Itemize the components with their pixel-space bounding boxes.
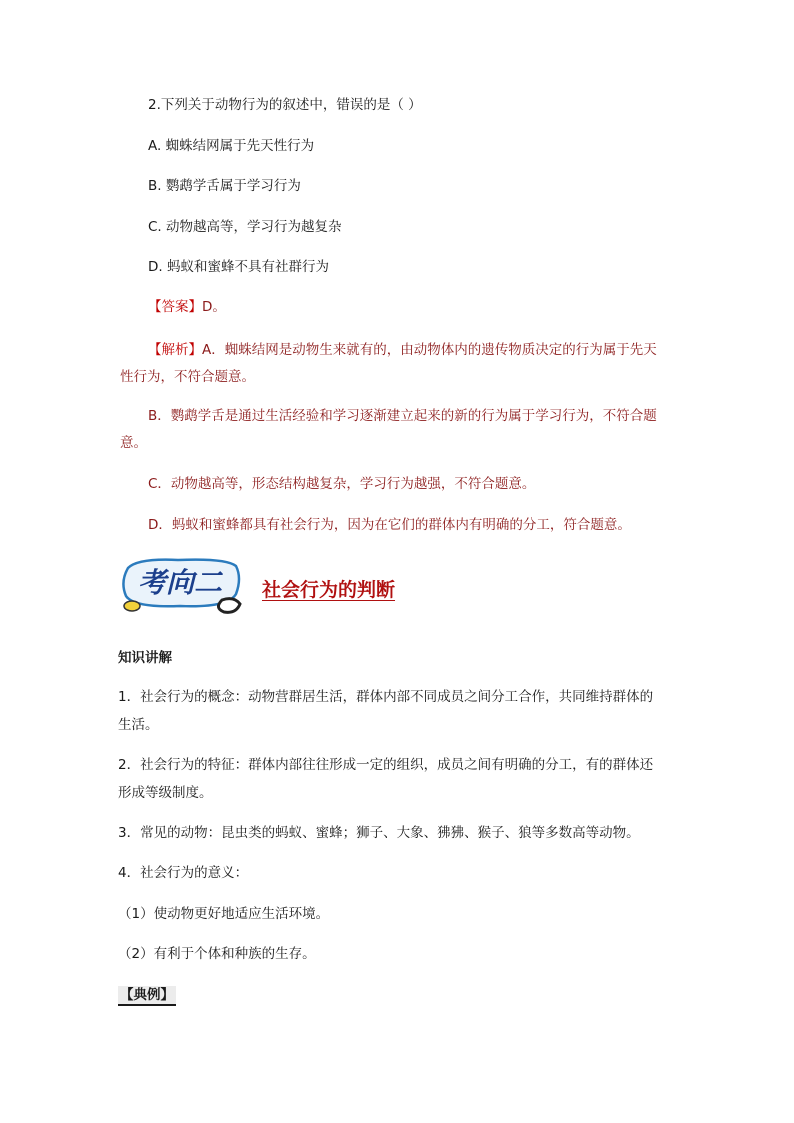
section-badge bbox=[118, 556, 244, 618]
analysis-a-text: A．蜘蛛结网是动物生来就有的，由动物体内的遗传物质决定的行为属于先天 bbox=[202, 342, 657, 358]
answer-value: D。 bbox=[202, 299, 226, 315]
knowledge-p2-line2: 形成等级制度。 bbox=[118, 785, 213, 801]
answer-tag: 【答案】 bbox=[148, 299, 202, 315]
knowledge-p4: 4．社会行为的意义： bbox=[118, 865, 249, 881]
knowledge-p2-line1: 2．社会行为的特征：群体内部往往形成一定的组织，成员之间有明确的分工，有的群体还 bbox=[118, 757, 654, 773]
knowledge-p4-2: （2）有利于个体和种族的生存。 bbox=[118, 946, 316, 962]
badge-text: 考向二 bbox=[137, 566, 223, 599]
example-tag: 【典例】 bbox=[118, 986, 176, 1006]
analysis-d: D．蚂蚁和蜜蜂都具有社会行为，因为在它们的群体内有明确的分工，符合题意。 bbox=[148, 517, 631, 533]
option-b: B. 鹦鹉学舌属于学习行为 bbox=[148, 178, 301, 194]
option-d: D. 蚂蚁和蜜蜂不具有社群行为 bbox=[148, 259, 329, 275]
analysis-a-line2: 性行为，不符合题意。 bbox=[120, 369, 255, 385]
analysis-b-line1: B．鹦鹉学舌是通过生活经验和学习逐渐建立起来的新的行为属于学习行为，不符合题 bbox=[148, 408, 657, 424]
knowledge-p1-line1: 1．社会行为的概念：动物营群居生活，群体内部不同成员之间分工合作，共同维持群体的 bbox=[118, 689, 654, 705]
analysis-tag: 【解析】 bbox=[148, 342, 202, 358]
badge-black-loop bbox=[218, 599, 240, 613]
answer-line bbox=[148, 297, 226, 317]
analysis-c: C．动物越高等，形态结构越复杂，学习行为越强，不符合题意。 bbox=[148, 476, 536, 492]
analysis-b-line2: 意。 bbox=[120, 435, 147, 451]
question-stem: 2.下列关于动物行为的叙述中，错误的是（ ） bbox=[148, 97, 422, 113]
knowledge-heading: 知识讲解 bbox=[118, 650, 172, 666]
knowledge-p3: 3．常见的动物：昆虫类的蚂蚁、蜜蜂；狮子、大象、狒狒、猴子、狼等多数高等动物。 bbox=[118, 825, 640, 841]
option-a: A. 蜘蛛结网属于先天性行为 bbox=[148, 138, 315, 154]
knowledge-p4-1: （1）使动物更好地适应生活环境。 bbox=[118, 906, 330, 922]
section-title: 社会行为的判断 bbox=[262, 579, 396, 601]
analysis-a-line1 bbox=[148, 340, 657, 360]
option-c: C. 动物越高等，学习行为越复杂 bbox=[148, 219, 342, 235]
knowledge-p1-line2: 生活。 bbox=[118, 717, 159, 733]
badge-yellow-dot bbox=[124, 601, 140, 611]
